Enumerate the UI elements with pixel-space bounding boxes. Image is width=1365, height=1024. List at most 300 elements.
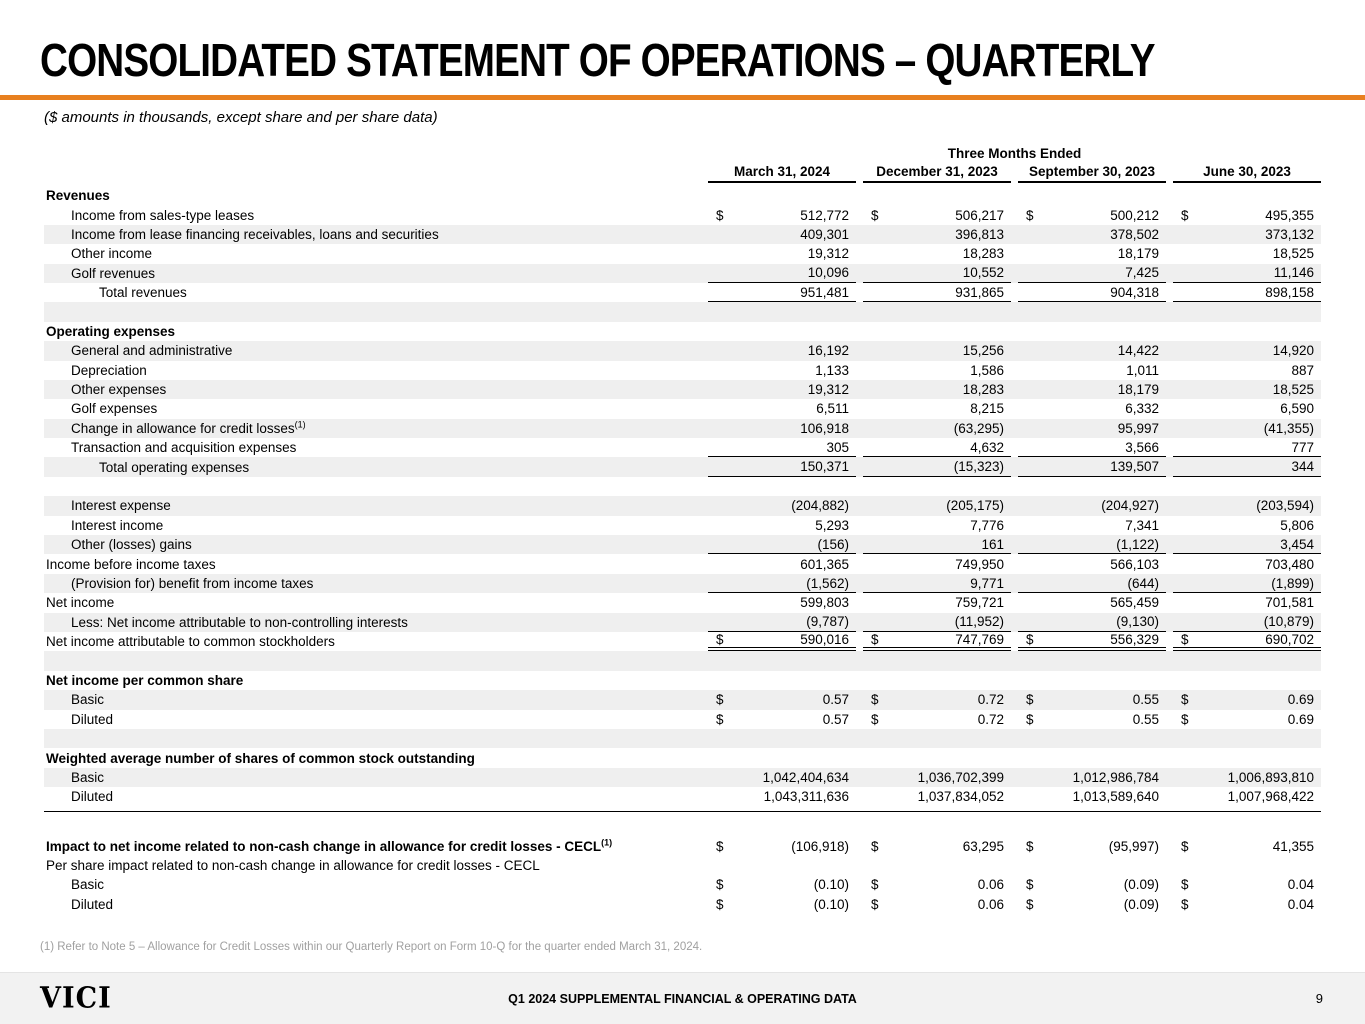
row-label: Other (losses) gains (71, 537, 192, 553)
table-row (44, 671, 1321, 690)
value: 887 (1291, 362, 1314, 378)
value: 63,295 (962, 838, 1004, 854)
value: (1,899) (1271, 575, 1314, 591)
row-label: Weighted average number of shares of common stock outstanding (46, 750, 475, 766)
value: 0.06 (977, 877, 1004, 893)
currency-symbol: $ (1181, 692, 1189, 708)
table-row (44, 856, 1321, 875)
value-cell (863, 205, 1011, 224)
value-cell (863, 632, 1011, 651)
value-cell (708, 593, 856, 612)
value-cell (708, 787, 856, 806)
row-label: Total operating expenses (99, 459, 250, 475)
value: 95,997 (1117, 420, 1159, 436)
value: 566,103 (1110, 556, 1159, 572)
value-cell (708, 895, 856, 914)
table-row (44, 457, 1321, 476)
table-body (44, 186, 1321, 807)
value: 14,920 (1272, 343, 1314, 359)
value-cell (1173, 341, 1321, 360)
row-label: Total revenues (99, 285, 187, 301)
value: 18,283 (962, 382, 1004, 398)
value-cell (1173, 244, 1321, 263)
value: 1,133 (815, 362, 849, 378)
value-cell (1173, 457, 1321, 476)
value: 1,013,589,640 (1072, 789, 1159, 805)
value: (9,787) (806, 614, 849, 630)
value-cell (863, 554, 1011, 573)
value-cell (863, 875, 1011, 894)
table-row (44, 399, 1321, 418)
value-cell (708, 283, 856, 302)
row-label: Interest income (71, 517, 164, 533)
value: 1,006,893,810 (1227, 769, 1314, 785)
table-row (44, 875, 1321, 894)
value: 6,590 (1280, 401, 1314, 417)
value-cell (708, 244, 856, 263)
value-cell (708, 710, 856, 729)
value: 19,312 (807, 246, 849, 262)
currency-symbol: $ (1026, 877, 1034, 893)
value-cell (1173, 690, 1321, 709)
value: 0.69 (1287, 711, 1314, 727)
table-row (44, 748, 1321, 767)
value: 506,217 (955, 207, 1004, 223)
row-label: (Provision for) benefit from income taxes (71, 576, 314, 591)
value-cell (863, 516, 1011, 535)
value: (644) (1127, 575, 1159, 591)
value: 150,371 (800, 459, 849, 475)
value-cell (708, 768, 856, 787)
currency-symbol: $ (871, 838, 879, 854)
value-cell (1173, 554, 1321, 573)
value-cell (863, 399, 1011, 418)
value-cell (1173, 361, 1321, 380)
table-row (44, 768, 1321, 787)
spacer-row (44, 729, 1321, 748)
value: 1,012,986,784 (1072, 769, 1159, 785)
value-cell (1018, 768, 1166, 787)
value-cell (863, 380, 1011, 399)
spacer-row (44, 302, 1321, 321)
value: 344 (1291, 459, 1314, 475)
table-row (44, 535, 1321, 554)
value-cell (1173, 264, 1321, 283)
value: (95,997) (1108, 838, 1159, 854)
value: 11,146 (1273, 265, 1314, 281)
value: 7,776 (970, 517, 1004, 533)
value-cell (708, 632, 856, 651)
value: 512,772 (800, 207, 849, 223)
currency-symbol: $ (1026, 711, 1034, 727)
table-row (44, 593, 1321, 612)
table-row (44, 837, 1321, 856)
footnote-ref: (1) (294, 419, 306, 430)
value-cell (1018, 593, 1166, 612)
value: 409,301 (800, 226, 849, 242)
value-cell (1018, 554, 1166, 573)
value-cell (1173, 613, 1321, 632)
page-title: CONSOLIDATED STATEMENT OF OPERATIONS – QUARTERLY (40, 34, 1155, 86)
value-cell (1173, 516, 1321, 535)
value: 0.57 (822, 692, 849, 708)
page-number: 9 (1315, 991, 1323, 1006)
value: (0.10) (813, 896, 849, 912)
value: 6,332 (1125, 401, 1159, 417)
value-cell (1018, 535, 1166, 554)
row-label: Transaction and acquisition expenses (71, 440, 297, 456)
table-row (44, 632, 1321, 651)
row-label: Diluted (71, 896, 114, 912)
value-cell (1173, 438, 1321, 457)
value-cell (1018, 516, 1166, 535)
currency-symbol: $ (716, 632, 724, 648)
value-cell (1173, 632, 1321, 651)
footer (0, 972, 1365, 1024)
value-cell (1173, 225, 1321, 244)
value: 951,481 (800, 284, 849, 300)
currency-symbol: $ (871, 877, 879, 893)
row-label: Per share impact related to non-cash change in allowance for credit losses - CECL (46, 858, 540, 874)
row-label: Other income (71, 246, 153, 262)
value-cell (1018, 399, 1166, 418)
value: 6,511 (816, 401, 849, 417)
value: 7,341 (1125, 517, 1159, 533)
value: 5,806 (1280, 517, 1314, 533)
value-cell (1018, 690, 1166, 709)
table-row (44, 895, 1321, 914)
currency-symbol: $ (1181, 632, 1189, 648)
value-cell (1173, 593, 1321, 612)
row-label: Net income attributable to common stockholders (46, 634, 335, 650)
column-header: December 31, 2023 (863, 164, 1011, 183)
row-label: Less: Net income attributable to non-controlling interests (71, 614, 408, 630)
row-label: Golf expenses (71, 401, 158, 417)
value: 3,454 (1280, 536, 1314, 552)
currency-symbol: $ (1181, 838, 1189, 854)
value: 10,096 (807, 265, 849, 281)
row-label: Basic (71, 769, 105, 785)
table-row (44, 341, 1321, 360)
value: 41,355 (1272, 838, 1314, 854)
row-label: Net income per common share (46, 672, 244, 688)
value: 16,192 (807, 343, 849, 359)
table-row (44, 322, 1321, 341)
row-label: General and administrative (71, 343, 233, 359)
value-cell (863, 574, 1011, 593)
table-row (44, 264, 1321, 283)
value: 14,422 (1117, 343, 1159, 359)
value: 161 (981, 536, 1004, 552)
value: 15,256 (962, 343, 1004, 359)
value-cell (1018, 419, 1166, 438)
currency-symbol: $ (1181, 877, 1189, 893)
value-cell (863, 361, 1011, 380)
value: 8,215 (970, 401, 1004, 417)
value-cell (708, 690, 856, 709)
value-cell (1173, 837, 1321, 856)
value-cell (1018, 632, 1166, 651)
spacer-row (44, 477, 1321, 496)
value: (0.09) (1123, 877, 1159, 893)
value: 0.57 (822, 711, 849, 727)
row-label: Impact to net income related to non-cash change in allowance for credit losses - CECL$^{(1)}$ (46, 837, 613, 854)
value-cell (1173, 875, 1321, 894)
group-header: Three Months Ended (947, 146, 1082, 161)
value: (9,130) (1116, 614, 1159, 630)
value-cell (1018, 380, 1166, 399)
value-cell (1018, 457, 1166, 476)
value: 19,312 (807, 382, 849, 398)
value-cell (708, 554, 856, 573)
value: 378,502 (1110, 226, 1159, 242)
value: 18,525 (1272, 382, 1314, 398)
currency-symbol: $ (871, 692, 879, 708)
value: 3,566 (1125, 439, 1159, 455)
value-cell (1018, 361, 1166, 380)
value-cell (863, 496, 1011, 515)
value: 500,212 (1110, 207, 1159, 223)
value-cell (708, 225, 856, 244)
value: 18,525 (1272, 246, 1314, 262)
value: 396,813 (955, 226, 1004, 242)
value-cell (708, 496, 856, 515)
value-cell (708, 361, 856, 380)
row-label: Revenues (46, 188, 110, 204)
value: 703,480 (1265, 556, 1314, 572)
value-cell (1173, 283, 1321, 302)
value-cell (863, 787, 1011, 806)
table-row (44, 186, 1321, 205)
value-cell (1018, 710, 1166, 729)
value-cell (708, 438, 856, 457)
currency-symbol: $ (1026, 692, 1034, 708)
value: 556,329 (1110, 632, 1159, 648)
table-row (44, 787, 1321, 806)
value-cell (708, 875, 856, 894)
value-cell (1173, 768, 1321, 787)
value-cell (1018, 341, 1166, 360)
table-row (44, 574, 1321, 593)
row-label: Operating expenses (46, 323, 176, 339)
row-label: Other expenses (71, 382, 167, 398)
value-cell (708, 264, 856, 283)
value-cell (863, 768, 1011, 787)
table-row (44, 283, 1321, 302)
spacer-row (44, 651, 1321, 670)
value-cell (708, 613, 856, 632)
row-label: Income before income taxes (46, 556, 216, 572)
value: 898,158 (1265, 284, 1314, 300)
value-cell (1018, 244, 1166, 263)
currency-symbol: $ (1026, 632, 1034, 648)
value: 601,365 (800, 556, 849, 572)
value-cell (863, 710, 1011, 729)
value-cell (1018, 283, 1166, 302)
value: 7,425 (1125, 265, 1159, 281)
value: 747,769 (955, 632, 1004, 648)
value-cell (863, 593, 1011, 612)
value: (10,879) (1263, 614, 1314, 630)
currency-symbol: $ (716, 207, 724, 223)
row-label: Depreciation (71, 362, 147, 378)
row-label: Basic (71, 877, 105, 893)
footnote: (1) Refer to Note 5 – Allowance for Credit Losses within our Quarterly Report on Form 10-Q for the quarter ended March 31, 2024. (40, 941, 703, 954)
row-label: Income from sales-type leases (71, 207, 255, 223)
value: (156) (817, 536, 849, 552)
value-cell (1018, 205, 1166, 224)
value: 701,581 (1265, 595, 1314, 611)
currency-symbol: $ (1026, 838, 1034, 854)
value-cell (708, 837, 856, 856)
value: 565,459 (1110, 595, 1159, 611)
value-cell (863, 457, 1011, 476)
column-header: September 30, 2023 (1018, 164, 1166, 183)
value: 1,043,311,636 (763, 789, 849, 805)
value: 18,283 (962, 246, 1004, 262)
value: (0.09) (1123, 896, 1159, 912)
value: (1,562) (806, 575, 849, 591)
value-cell (1018, 496, 1166, 515)
table-row (44, 438, 1321, 457)
value: (1,122) (1116, 536, 1159, 552)
value: 495,355 (1265, 207, 1314, 223)
value: 0.55 (1132, 692, 1159, 708)
value: 0.69 (1287, 692, 1314, 708)
currency-symbol: $ (871, 632, 879, 648)
value: (204,882) (791, 498, 849, 514)
table-row (44, 380, 1321, 399)
financial-table (44, 146, 1321, 914)
value: 18,179 (1117, 382, 1159, 398)
value-cell (1018, 264, 1166, 283)
value-cell (863, 419, 1011, 438)
value: 0.06 (977, 896, 1004, 912)
value: 0.04 (1287, 877, 1314, 893)
value: (0.10) (813, 877, 849, 893)
value-cell (1173, 710, 1321, 729)
value-cell (708, 205, 856, 224)
value: 9,771 (970, 575, 1004, 591)
value-cell (708, 574, 856, 593)
value: 1,007,968,422 (1227, 789, 1314, 805)
value: 5,293 (815, 517, 849, 533)
value-cell (1173, 895, 1321, 914)
value: 0.04 (1287, 896, 1314, 912)
row-label: Diluted (71, 789, 114, 805)
value: 373,132 (1265, 226, 1314, 242)
value: 10,552 (962, 265, 1004, 281)
vici-logo: VICI (40, 981, 112, 1016)
value-cell (1018, 787, 1166, 806)
currency-symbol: $ (716, 692, 724, 708)
value-cell (1018, 875, 1166, 894)
value: 106,918 (800, 420, 849, 436)
currency-symbol: $ (1026, 207, 1034, 223)
value: 1,042,404,634 (762, 769, 849, 785)
table-row (44, 710, 1321, 729)
value: (203,594) (1256, 498, 1314, 514)
section-divider (44, 811, 1321, 812)
table-row (44, 205, 1321, 224)
value: (15,323) (953, 459, 1004, 475)
column-header: March 31, 2024 (708, 164, 856, 183)
value-cell (1173, 419, 1321, 438)
currency-symbol: $ (1026, 896, 1034, 912)
accent-rule (0, 95, 1365, 100)
value-cell (1173, 574, 1321, 593)
value-cell (1173, 787, 1321, 806)
currency-symbol: $ (716, 838, 724, 854)
value-cell (1173, 380, 1321, 399)
value-cell (708, 457, 856, 476)
value-cell (863, 225, 1011, 244)
value-cell (708, 380, 856, 399)
value-cell (708, 399, 856, 418)
footer-title: Q1 2024 SUPPLEMENTAL FINANCIAL & OPERATING DATA (508, 991, 857, 1006)
value: 931,865 (955, 284, 1004, 300)
currency-symbol: $ (871, 711, 879, 727)
value-cell (1173, 496, 1321, 515)
value-cell (708, 516, 856, 535)
table-header (44, 146, 1321, 183)
currency-symbol: $ (1181, 896, 1189, 912)
table-row (44, 361, 1321, 380)
value: (41,355) (1263, 420, 1314, 436)
value-cell (1018, 895, 1166, 914)
table-row (44, 419, 1321, 438)
value-cell (1018, 574, 1166, 593)
value-cell (1018, 613, 1166, 632)
value-cell (708, 341, 856, 360)
value-cell (1173, 205, 1321, 224)
page-subtitle: ($ amounts in thousands, except share and per share data) (44, 109, 438, 126)
currency-symbol: $ (716, 877, 724, 893)
value-cell (863, 264, 1011, 283)
value: (204,927) (1101, 498, 1159, 514)
value: 18,179 (1117, 246, 1159, 262)
cecl-impact-section (44, 837, 1321, 915)
value-cell (1173, 535, 1321, 554)
value: 590,016 (800, 632, 849, 648)
value-cell (863, 438, 1011, 457)
value: 139,507 (1110, 459, 1159, 475)
row-label: Diluted (71, 711, 114, 727)
value: 0.55 (1132, 711, 1159, 727)
value: 1,036,702,399 (917, 769, 1004, 785)
value-cell (863, 341, 1011, 360)
table-row (44, 516, 1321, 535)
row-label: Golf revenues (71, 265, 156, 281)
currency-symbol: $ (1181, 207, 1189, 223)
value-cell (863, 283, 1011, 302)
table-row (44, 690, 1321, 709)
row-label: Interest expense (71, 498, 171, 514)
value-cell (863, 837, 1011, 856)
value-cell (863, 613, 1011, 632)
currency-symbol: $ (871, 896, 879, 912)
value: (11,952) (954, 614, 1004, 630)
value: (205,175) (946, 498, 1004, 514)
table-row (44, 554, 1321, 573)
value-cell (708, 535, 856, 554)
value-cell (863, 244, 1011, 263)
value-cell (1173, 399, 1321, 418)
value: 1,586 (970, 362, 1004, 378)
value: 749,950 (955, 556, 1004, 572)
value: 599,803 (800, 595, 849, 611)
value: 904,318 (1110, 284, 1159, 300)
